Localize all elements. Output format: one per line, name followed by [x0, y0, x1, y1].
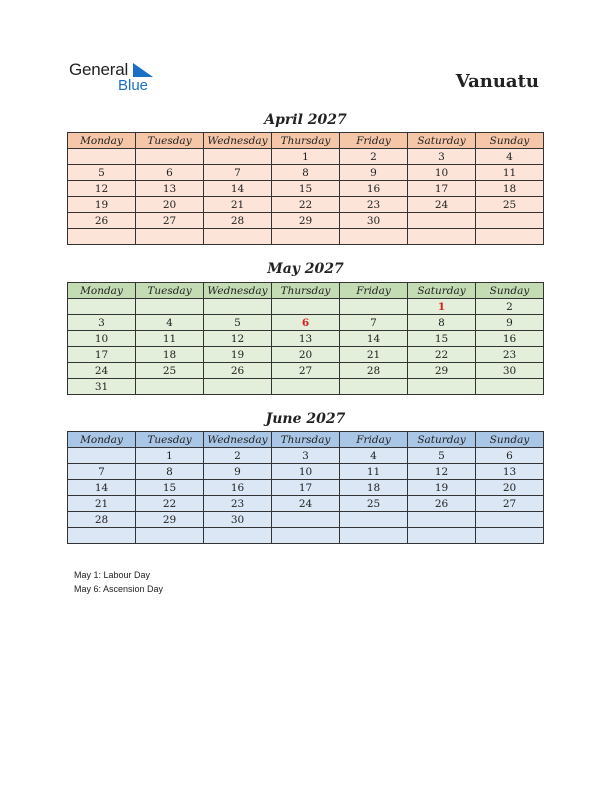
day-cell: 12 [68, 181, 136, 197]
day-cell: 20 [272, 347, 340, 363]
day-cell: 9 [340, 165, 408, 181]
week-row [68, 528, 544, 544]
day-cell: 25 [136, 363, 204, 379]
week-row [68, 299, 544, 315]
day-cell: 22 [136, 496, 204, 512]
day-cell [204, 149, 272, 165]
day-cell [272, 528, 340, 544]
day-cell [136, 299, 204, 315]
day-cell [136, 149, 204, 165]
day-cell [476, 379, 544, 395]
day-cell: 7 [68, 464, 136, 480]
day-cell: 26 [204, 363, 272, 379]
day-cell: 17 [272, 480, 340, 496]
day-cell: 17 [68, 347, 136, 363]
day-cell [272, 229, 340, 245]
day-cell [272, 379, 340, 395]
day-cell [340, 299, 408, 315]
holiday-list [74, 568, 163, 596]
week-row [68, 496, 544, 512]
day-cell: 27 [476, 496, 544, 512]
weekday-header-friday: Friday [340, 133, 408, 149]
month-title-june: June 2027 [265, 411, 346, 427]
day-cell: 27 [136, 213, 204, 229]
day-cell: 23 [204, 496, 272, 512]
weekday-header-friday: Friday [340, 283, 408, 299]
day-cell: 15 [136, 480, 204, 496]
day-cell: 11 [340, 464, 408, 480]
day-cell: 15 [272, 181, 340, 197]
logo [69, 60, 169, 96]
day-cell: 26 [68, 213, 136, 229]
day-cell: 12 [408, 464, 476, 480]
day-cell [408, 512, 476, 528]
day-cell: 2 [204, 448, 272, 464]
day-cell: 14 [68, 480, 136, 496]
day-cell [272, 299, 340, 315]
weekday-header-wednesday: Wednesday [204, 432, 272, 448]
day-cell: 4 [340, 448, 408, 464]
day-cell: 6 [476, 448, 544, 464]
week-row [68, 149, 544, 165]
day-cell: 23 [340, 197, 408, 213]
week-row [68, 197, 544, 213]
week-row [68, 315, 544, 331]
weekday-header-wednesday: Wednesday [204, 283, 272, 299]
day-cell: 5 [204, 315, 272, 331]
weekday-header-thursday: Thursday [272, 283, 340, 299]
holiday-note: May 1: Labour Day [74, 570, 151, 580]
day-cell [408, 379, 476, 395]
weekday-header-friday: Friday [340, 432, 408, 448]
weekday-header-saturday: Saturday [408, 432, 476, 448]
day-cell: 27 [272, 363, 340, 379]
weekday-header-row [68, 283, 544, 299]
day-cell: 25 [476, 197, 544, 213]
day-cell: 28 [340, 363, 408, 379]
day-cell: 22 [272, 197, 340, 213]
weekday-header-tuesday: Tuesday [136, 283, 204, 299]
day-cell: 24 [408, 197, 476, 213]
day-cell: 21 [204, 197, 272, 213]
weekday-header-wednesday: Wednesday [204, 133, 272, 149]
day-cell: 4 [476, 149, 544, 165]
day-cell [68, 299, 136, 315]
day-cell: 26 [408, 496, 476, 512]
day-cell: 11 [476, 165, 544, 181]
day-cell: 13 [136, 181, 204, 197]
day-cell [204, 528, 272, 544]
day-cell: 19 [68, 197, 136, 213]
month-title-april: April 2027 [264, 112, 347, 128]
calendar-june [67, 431, 544, 544]
day-cell: 11 [136, 331, 204, 347]
weekday-header-row [68, 133, 544, 149]
day-cell [204, 299, 272, 315]
day-cell [204, 379, 272, 395]
day-cell [68, 528, 136, 544]
day-cell: 31 [68, 379, 136, 395]
day-cell: 28 [68, 512, 136, 528]
holiday-note: May 6: Ascension Day [74, 584, 164, 594]
weekday-header-thursday: Thursday [272, 133, 340, 149]
day-cell: 1 [408, 299, 476, 315]
week-row [68, 229, 544, 245]
day-cell: 20 [136, 197, 204, 213]
weekday-header-tuesday: Tuesday [136, 133, 204, 149]
day-cell: 29 [272, 213, 340, 229]
week-row [68, 331, 544, 347]
weekday-header-row [68, 432, 544, 448]
day-cell [136, 229, 204, 245]
day-cell: 20 [476, 480, 544, 496]
day-cell: 16 [340, 181, 408, 197]
day-cell [340, 229, 408, 245]
weekday-header-sunday: Sunday [476, 283, 544, 299]
week-row [68, 512, 544, 528]
day-cell: 2 [340, 149, 408, 165]
day-cell: 10 [68, 331, 136, 347]
month-title-may: May 2027 [267, 261, 344, 277]
day-cell: 14 [204, 181, 272, 197]
week-row [68, 363, 544, 379]
day-cell [476, 528, 544, 544]
day-cell: 7 [204, 165, 272, 181]
calendar-may [67, 282, 544, 395]
country-title: Vanuatu [455, 71, 539, 92]
day-cell: 25 [340, 496, 408, 512]
weekday-header-tuesday: Tuesday [136, 432, 204, 448]
day-cell: 9 [476, 315, 544, 331]
day-cell [136, 379, 204, 395]
calendar-april [67, 132, 544, 245]
day-cell [68, 448, 136, 464]
day-cell: 18 [340, 480, 408, 496]
weekday-header-monday: Monday [68, 432, 136, 448]
day-cell: 30 [476, 363, 544, 379]
logo-text-blue: Blue [118, 77, 149, 94]
day-cell: 15 [408, 331, 476, 347]
day-cell: 3 [272, 448, 340, 464]
day-cell: 6 [136, 165, 204, 181]
day-cell: 18 [476, 181, 544, 197]
weekday-header-sunday: Sunday [476, 133, 544, 149]
weekday-header-sunday: Sunday [476, 432, 544, 448]
day-cell [272, 512, 340, 528]
day-cell: 8 [408, 315, 476, 331]
week-row [68, 379, 544, 395]
week-row [68, 464, 544, 480]
day-cell: 6 [272, 315, 340, 331]
day-cell: 14 [340, 331, 408, 347]
week-row [68, 181, 544, 197]
day-cell: 16 [476, 331, 544, 347]
day-cell: 28 [204, 213, 272, 229]
day-cell: 7 [340, 315, 408, 331]
weekday-header-saturday: Saturday [408, 133, 476, 149]
day-cell [408, 528, 476, 544]
day-cell [340, 528, 408, 544]
day-cell: 2 [476, 299, 544, 315]
day-cell: 21 [340, 347, 408, 363]
week-row [68, 347, 544, 363]
day-cell: 13 [476, 464, 544, 480]
day-cell: 16 [204, 480, 272, 496]
flag-icon [133, 63, 153, 77]
day-cell: 3 [408, 149, 476, 165]
day-cell: 5 [408, 448, 476, 464]
day-cell: 29 [136, 512, 204, 528]
day-cell: 9 [204, 464, 272, 480]
day-cell [408, 213, 476, 229]
day-cell: 19 [408, 480, 476, 496]
weekday-header-thursday: Thursday [272, 432, 340, 448]
day-cell: 22 [408, 347, 476, 363]
week-row [68, 165, 544, 181]
day-cell: 10 [272, 464, 340, 480]
day-cell: 30 [340, 213, 408, 229]
day-cell [476, 213, 544, 229]
day-cell [340, 379, 408, 395]
day-cell: 24 [68, 363, 136, 379]
day-cell: 5 [68, 165, 136, 181]
day-cell: 8 [136, 464, 204, 480]
weekday-header-monday: Monday [68, 283, 136, 299]
day-cell: 18 [136, 347, 204, 363]
week-row [68, 480, 544, 496]
day-cell: 23 [476, 347, 544, 363]
day-cell: 3 [68, 315, 136, 331]
day-cell: 17 [408, 181, 476, 197]
day-cell: 30 [204, 512, 272, 528]
day-cell: 19 [204, 347, 272, 363]
weekday-header-saturday: Saturday [408, 283, 476, 299]
day-cell [408, 229, 476, 245]
day-cell: 13 [272, 331, 340, 347]
day-cell: 12 [204, 331, 272, 347]
day-cell: 4 [136, 315, 204, 331]
week-row [68, 448, 544, 464]
day-cell [204, 229, 272, 245]
logo-text-general: General [69, 60, 129, 79]
week-row [68, 213, 544, 229]
day-cell [340, 512, 408, 528]
day-cell: 24 [272, 496, 340, 512]
day-cell [476, 229, 544, 245]
day-cell: 1 [272, 149, 340, 165]
day-cell [68, 229, 136, 245]
day-cell [476, 512, 544, 528]
day-cell: 29 [408, 363, 476, 379]
day-cell: 1 [136, 448, 204, 464]
day-cell: 21 [68, 496, 136, 512]
weekday-header-monday: Monday [68, 133, 136, 149]
day-cell: 8 [272, 165, 340, 181]
day-cell [136, 528, 204, 544]
day-cell [68, 149, 136, 165]
day-cell: 10 [408, 165, 476, 181]
